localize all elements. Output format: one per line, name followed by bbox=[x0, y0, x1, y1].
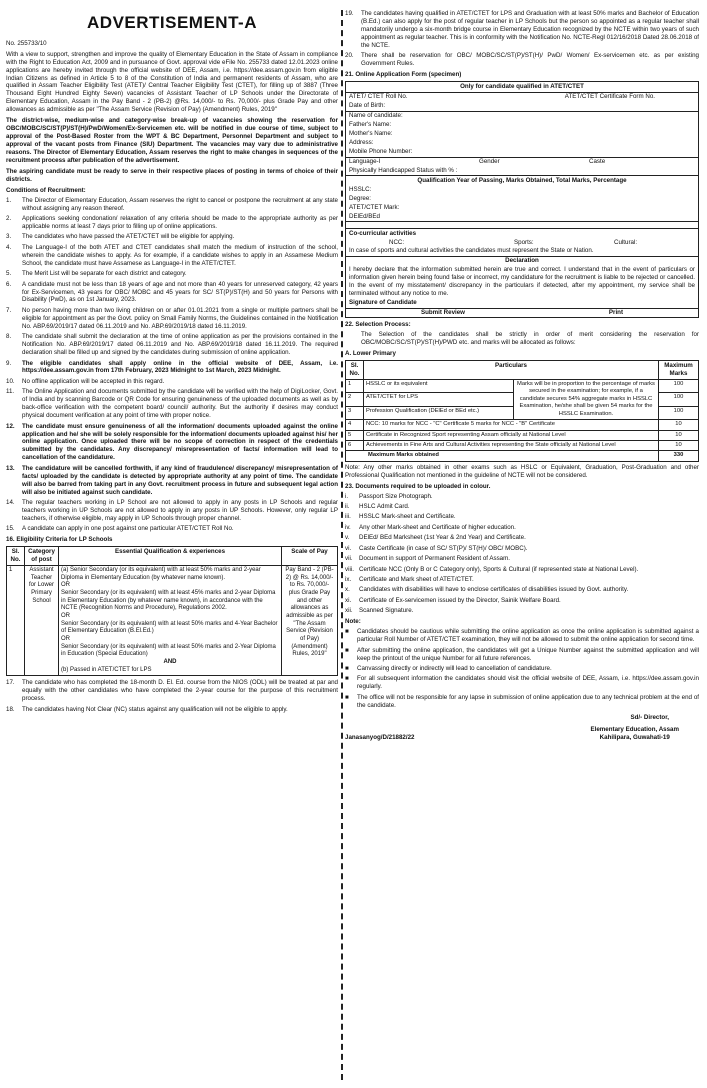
condition-item bbox=[6, 465, 338, 497]
table-cell: Achievements in Fine Arts and Cultural Activities representing the State officially at National Level bbox=[364, 440, 659, 450]
eligibility-category: Assistant Teacher for Lower Primary School bbox=[25, 566, 59, 676]
condition-item bbox=[345, 52, 699, 68]
condition-text: The candidates who have passed the ATET/CTET will be eligible for applying. bbox=[22, 233, 235, 241]
and-separator: AND bbox=[163, 659, 177, 666]
aspirant-note: The aspiring candidate must be ready to serve in their respective places of posting in terms of choice of their districts. bbox=[6, 167, 338, 183]
form-gender-label: Gender bbox=[479, 158, 500, 165]
condition-item bbox=[6, 215, 338, 231]
table-cell: 10 bbox=[659, 420, 699, 430]
condition-item bbox=[6, 525, 338, 533]
condition-item bbox=[6, 281, 338, 305]
form-cert-label: ATET/CTET Certificate Form No. bbox=[564, 93, 655, 101]
form-roll-label: ATET/ CTET Roll No. bbox=[349, 93, 408, 101]
conditions-heading: Conditions of Recruitment: bbox=[6, 186, 86, 194]
condition-number: 1. bbox=[6, 196, 12, 204]
condition-item bbox=[6, 679, 338, 703]
or-separator: OR bbox=[61, 582, 70, 589]
column-header: Maximum Marks bbox=[659, 361, 699, 380]
qualification-e: (b) Passed in ATET/CTET for LPS bbox=[61, 666, 152, 673]
condition-number: 2. bbox=[6, 215, 12, 222]
column-header: Sl. No. bbox=[7, 547, 25, 566]
form-row bbox=[346, 203, 698, 212]
condition-item bbox=[6, 423, 338, 463]
condition-number: 7. bbox=[6, 306, 12, 314]
docs-heading: 23. Documents required to be uploaded in colour. bbox=[345, 482, 491, 490]
bullet-icon: ■ bbox=[345, 675, 349, 683]
form-field-label: Name of candidate: bbox=[349, 112, 403, 120]
condition-text: The Director of Elementary Education, Assam reserves the right to cancel or postpone the recruitment at any state without assigning any reason thereof. bbox=[22, 196, 338, 212]
condition-text: The candidates having Not Clear (NC) status against any qualification will not be eligible to apply. bbox=[22, 705, 288, 713]
selection-table bbox=[345, 360, 699, 462]
condition-text: The Language-I of the both ATET and CTET candidates shall match the medium of instruction of the school, wherein the candidate wishes to apply. As for example, if a candidate wishes to apply in an Assamese Medium School, the candidate must have Assamese as Language-I in the ATET/CTET. bbox=[22, 243, 338, 267]
list-item: iii. HSSLC Mark-sheet and Certificate. bbox=[345, 513, 456, 521]
signoff bbox=[345, 714, 699, 722]
form-row bbox=[346, 166, 698, 175]
form-decl-text: I hereby declare that the information submitted herein are true and correct. I understand that in the event of particulars or information given herein being found false or incorrect, my candidature for the recruitment is liable to be rejected or cancelled. In the event of my misstatement/ discrepancy in the particulars if detected, after my appointment, my service shall be terminated without any notice to me. bbox=[349, 266, 695, 298]
form-row bbox=[346, 299, 698, 308]
condition-item bbox=[6, 360, 338, 376]
form-cocurr-note: In case of sports and cultural activities the candidates must represent the State or Nation. bbox=[349, 247, 594, 255]
condition-number: 14. bbox=[6, 499, 15, 506]
condition-text: A candidate can apply in one post against one particular ATET/CTET Roll No. bbox=[22, 525, 234, 533]
form-field-label: Father's Name: bbox=[349, 121, 392, 129]
form-language-label: Language-I bbox=[349, 158, 381, 165]
list-item: vii. Document in support of Permanent Resident of Assam. bbox=[345, 555, 510, 563]
condition-text: The candidate who has completed the 18-month D. El. Ed. course from the NIOS (ODL) will be treated at par and equally with the other candidates who have completed the 2-year course for the purpose of this recruitment process. bbox=[22, 679, 338, 703]
condition-number: 6. bbox=[6, 280, 12, 288]
table-cell: 4 bbox=[346, 420, 364, 430]
list-item: ■ Canvassing directly or indirectly will lead to cancellation of candidature. bbox=[345, 664, 552, 672]
form-row bbox=[346, 266, 698, 299]
left-column bbox=[6, 10, 338, 716]
list-item: iv. Any other Mark-sheet and Certificate of higher education. bbox=[345, 523, 516, 531]
signoff-office: Elementary Education, Assam Kahilipara, Guwahati-19 bbox=[590, 725, 679, 741]
form-row bbox=[346, 130, 698, 139]
or-separator: OR bbox=[61, 636, 70, 643]
intro-paragraph: With a view to support, strengthen and improve the quality of Elementary Education in the State of Assam in compliance with the Right to Education Act, 2009 and in pursuance of Govt. approval vide eFile No. 255733 dated 12.01.2023 online applications are hereby invited through the official website of DEE, Assam, i.e. https://dee.assam.gov.in from eligible Indian Citizens as defined in Article 5 to 8 of the Constitution of India and permanent residents of Assam, who are qualified in Assam Teacher Eligibility Test (ATET)/ Central Teacher Eligibility Test (CTET), for filling up of 3887 (Three Thousand Eight Hundred Eighty Seven) vacancies of Assistant Teacher of LP Schools under the Directorate of Elementary Education, Assam in the Pay Band - 2 (PB-2) @Rs. 14,000/- to Rs. 70,000/- plus Grade Pay and other allowances as admissible as per "The Assam Service (Revision of Pay) (Amendment) Rules, 2019" bbox=[6, 50, 338, 114]
form-field-label: Mother's Name: bbox=[349, 130, 393, 138]
list-item: ■ The office will not be responsible for any lapse in submission of online application due to any technical problem at the end of the candidate. bbox=[345, 693, 699, 709]
condition-item bbox=[6, 270, 338, 278]
form-dob-label: Date of Birth: bbox=[349, 102, 386, 110]
condition-number: 18. bbox=[6, 705, 15, 713]
application-form-specimen bbox=[345, 81, 699, 318]
form-caste-label: Caste bbox=[589, 158, 606, 165]
qualification-c: Senior Secondary (or its equivalent) with at least 50% marks and 4-Year Bachelor of Elementary Education (B.El.Ed.) bbox=[61, 620, 278, 635]
form-row bbox=[346, 247, 698, 256]
column-header: Scale of Pay bbox=[282, 547, 338, 566]
table-cell: 6 bbox=[346, 440, 364, 450]
form-field-label: Mobile Phone Number: bbox=[349, 148, 413, 156]
form-cultural-label: Cultural: bbox=[614, 238, 638, 246]
condition-number: 9. bbox=[6, 359, 12, 367]
documents-list bbox=[345, 493, 699, 616]
condition-number: 13. bbox=[6, 464, 15, 472]
condition-item bbox=[6, 197, 338, 213]
list-item: ■ After submitting the online application, the candidates will get a Unique Number against the submitted application and will keep the printout of the unique Number for all future references. bbox=[345, 646, 699, 662]
table-cell: 100 bbox=[659, 393, 699, 406]
submit-review-button[interactable]: Submit Review bbox=[420, 309, 465, 316]
condition-item bbox=[6, 244, 338, 268]
qualification-d: Senior Secondary (or its equivalent) with at least 50% marks and 2-Year Diploma in Education (Special Education) bbox=[61, 643, 276, 658]
bullet-icon: ■ bbox=[345, 664, 349, 672]
form-qual-label: DElEd/BEd bbox=[349, 212, 380, 220]
district-note: The district-wise, medium-wise and category-wise break-up of vacancies showing the reservation for OBC/MOBC/SC/ST(P)/ST(H)/PwD/Women/Ex-Servicemen etc. will be notified in due course of time, subject to approval of the Post-Based Roster from the WPT & BC Department, Personnel Department and subject to approval of the vacant posts from Finance (SIU) Department. The vacancies may vary due to administrative reasons. The Director of Elementary Education, Assam reserves the right to make changes in sequences of the recruitment process after publication of the advertisement. bbox=[6, 117, 338, 164]
table-row bbox=[346, 380, 699, 393]
form-row bbox=[346, 148, 698, 157]
selection-text: The Selection of the candidates shall be strictly in order of merit considering the reservation for OBC/MOBC/SC/ST(P)/ST(H)/PWD etc. and marks will be allocated as follows: bbox=[361, 331, 699, 347]
table-header-row bbox=[7, 547, 338, 566]
condition-number: 10. bbox=[6, 377, 15, 385]
form-qual-label: ATET/CTET Mark: bbox=[349, 203, 400, 211]
table-row bbox=[346, 440, 699, 450]
condition-text: Applications seeking condonation/ relaxation of any criteria should be made to the appropriate authority as per applicable norms at least 7 days prior to filling up of online applications. bbox=[22, 215, 338, 230]
form-header: Only for candidate qualified in ATET/CTET bbox=[346, 82, 698, 93]
column-header: Category of post bbox=[25, 547, 59, 566]
page-title: ADVERTISEMENT-A bbox=[87, 13, 257, 32]
condition-number: 17. bbox=[6, 679, 15, 687]
qualification-a: (a) Senior Secondary (or its equivalent) with at least 50% marks and 2-year Diploma in Elementary Education (by whatever name known). bbox=[61, 567, 261, 581]
condition-item bbox=[345, 10, 699, 50]
form-row bbox=[346, 93, 698, 102]
notes-heading: Note: bbox=[345, 618, 361, 626]
form-row bbox=[346, 185, 698, 194]
form-sports-label: Sports: bbox=[514, 238, 534, 246]
marks-proportion-note: Marks will be in proportion to the percentage of marks secured in the examination; for example, if a candidate secures 54% aggregate marks in HSSLC Examination, he/she shall be given 54 marks for the HSSLC Examination. bbox=[514, 380, 659, 420]
signoff-sd: Sd/- Director, bbox=[630, 713, 669, 721]
bullet-icon: ■ bbox=[345, 646, 349, 654]
table-header-row bbox=[346, 361, 699, 380]
column-header: Essential Qualification & experiences bbox=[59, 547, 282, 566]
condition-text: There shall be reservation for OBC/ MOBC/SC/ST(P)/ST(H)/ PwD/ Women/ Ex-servicemen etc. as per existing Government Rules. bbox=[361, 52, 699, 68]
column-header: Sl. No. bbox=[346, 361, 364, 380]
condition-text: No person having more than two living children on or after 01.01.2021 from a single or multiple partners shall be eligible for appointment as per the Govt. policy on Small Family Norms, the Guidelines contained in the Notification No. ABP.69/2019/17 dated 06.11.2019 and No. ABP.69/2019/18 dated 16.11.2019. bbox=[22, 306, 338, 330]
table-cell: 5 bbox=[346, 430, 364, 440]
condition-number: 15. bbox=[6, 525, 15, 533]
condition-number: 8. bbox=[6, 333, 12, 341]
condition-text: A candidate must not be less than 18 years of age and not more than 40 years for unreserved category, 42 years for Ex-Servicemen, 43 years for OBC/ MOBC and 45 years for SC/ ST(P)/ST(H) and 50 years for Persons with Disability (PwD), as on 1st January, 2023. bbox=[22, 280, 338, 304]
list-item: xii. Scanned Signature. bbox=[345, 607, 414, 615]
table-row bbox=[7, 566, 338, 676]
table-cell: ATET/CTET for LPS bbox=[364, 393, 514, 406]
lower-primary-heading: A. Lower Primary bbox=[345, 350, 396, 358]
form-signature: Signature of Candidate bbox=[349, 299, 417, 307]
table-cell: 10 bbox=[659, 440, 699, 450]
table-cell: 100 bbox=[659, 380, 699, 393]
form-heading: 21. Online Application Form (specimen) bbox=[345, 71, 462, 79]
condition-text: No offline application will be accepted in this regard. bbox=[22, 377, 165, 385]
form-qual-label: HSSLC: bbox=[349, 185, 372, 193]
form-row bbox=[346, 229, 698, 238]
total-label: Maximum Marks obtained bbox=[346, 451, 659, 461]
list-item: ■ Candidates should be cautious while submitting the online application as once the online application is submitted against a particular Roll Number of ATET/CTET examination, they will not be allowed to submit the online application for second time. bbox=[345, 628, 699, 644]
condition-item bbox=[6, 706, 338, 714]
form-row bbox=[346, 112, 698, 121]
form-row bbox=[346, 194, 698, 203]
form-ncc-label: NCC: bbox=[389, 238, 405, 246]
form-ph-label: Physically Handicapped Status with % : bbox=[349, 166, 458, 174]
list-item: ix. Certificate and Mark sheet of ATET/CTET. bbox=[345, 576, 474, 584]
form-row bbox=[346, 139, 698, 148]
column-divider bbox=[341, 10, 343, 1080]
condition-text: The regular teachers working in LP School are not allowed to apply in any posts in LP Schools and regular teachers working in UP Schools are not allowed to apply in any posts in UP Schools. However, only regular LP teachers, if otherwise eligible, may apply in UP Schools through proper channel. bbox=[22, 499, 338, 522]
condition-item bbox=[6, 499, 338, 523]
selection-note: Note: Any other marks obtained in other exams such as HSLC or Equivalent, Graduation, Post-Graduation and other Professional Qualification not mentioned in the guideline of NCTE will not be considered. bbox=[345, 463, 699, 479]
conditions-after-list bbox=[6, 679, 338, 713]
eligibility-pay: Pay Band - 2 (PB-2) @ Rs. 14,000/- to Rs. 70,000/- plus Grade Pay and other allowances as admissible as per "The Assam Service (Revision of Pay) (Amendment) Rules, 2019" bbox=[282, 566, 338, 676]
list-item: vi. Caste Certificate (in case of SC/ ST(P)/ ST(H)/ OBC/ MOBC). bbox=[345, 544, 528, 552]
list-item: v. DElEd/ BEd Marksheet (1st Year & 2nd Year) and Certificate. bbox=[345, 534, 526, 542]
condition-number: 5. bbox=[6, 270, 12, 278]
condition-text: The eligible candidates shall apply online in the official website of DEE, Assam, i.e. https://dee.assam.gov.in from 17th February, 2023 Midnight to 1st March, 2023 Midnight. bbox=[22, 359, 338, 375]
condition-number: 12. bbox=[6, 422, 15, 430]
notes-list bbox=[345, 628, 699, 709]
condition-item bbox=[6, 233, 338, 241]
list-item: ii. HSLC Admit Card. bbox=[345, 502, 410, 510]
form-row bbox=[346, 158, 698, 167]
table-cell: HSSLC or its equivalent bbox=[364, 380, 514, 393]
form-decl-heading: Declaration bbox=[505, 257, 539, 265]
condition-item bbox=[6, 333, 338, 357]
janasanyog-number: Janasanyog/D/21882/22 bbox=[345, 733, 415, 741]
eligibility-table bbox=[6, 546, 338, 676]
form-field-label: Address: bbox=[349, 139, 374, 147]
form-qual-label: Degree: bbox=[349, 194, 372, 202]
form-cocurr-heading: Co-curricular activities bbox=[349, 229, 417, 237]
form-row bbox=[346, 176, 698, 185]
qualification-b: Senior Secondary (or its equivalent) with at least 45% marks and 2-year Diploma in Elementary Education (by whatever name known), in accordance with the NCTE (Recognition Norms and Procedure), Regulations 2002. bbox=[61, 590, 276, 612]
selection-heading: 22. Selection Process: bbox=[345, 321, 411, 329]
list-item: ■ For all subsequent information the candidates should visit the official website of DEE, Assam, i.e. https://dee.assam.gov.in regularly. bbox=[345, 675, 699, 691]
table-total-row bbox=[346, 451, 699, 461]
conditions-list bbox=[6, 197, 338, 534]
footer bbox=[345, 726, 699, 742]
eligibility-sl: 1 bbox=[7, 566, 25, 676]
table-cell: 1 bbox=[346, 380, 364, 393]
condition-text: The candidature will be cancelled forthwith, if any kind of fraudulence/ discrepancy/ misrepresentation of facts/ uploaded by the candidate is detected by appropriate authority at any point of time. The candidate will also be barred from taking part in any Govt. recruitment process in future and subsequent legal action will also be initiated against such candidate. bbox=[22, 464, 338, 496]
table-cell: 100 bbox=[659, 406, 699, 419]
form-row bbox=[346, 102, 698, 111]
form-row bbox=[346, 238, 698, 247]
form-row bbox=[346, 257, 698, 266]
bullet-icon: ■ bbox=[345, 628, 349, 636]
table-cell: Certificate in Recognized Sport representing Assam officially at National Level bbox=[364, 430, 659, 440]
table-cell: 2 bbox=[346, 393, 364, 406]
condition-item bbox=[6, 307, 338, 331]
condition-text: The candidates having qualified in ATET/CTET for LPS and Graduation with at least 50% marks and Bachelor of Education (B.Ed.) can also apply for the post of regular teacher in LP Schools but the person so appointed as a regular teacher shall mandatorily undergo a six-month bridge course in Elementary Education recognized by the NCTE within two years of such appointment as regular teacher. This is in conformity with the Notification No. NCTE-Regl 012/16/2018 Dated 28.06.2018 of the NCTE. bbox=[361, 10, 699, 49]
condition-number: 4. bbox=[6, 243, 12, 251]
bullet-icon: ■ bbox=[345, 693, 349, 701]
table-cell: NCC: 10 marks for NCC - "C" Certificate 5 marks for NCC - "B" Certificate bbox=[364, 420, 659, 430]
form-row bbox=[346, 212, 698, 221]
condition-number: 3. bbox=[6, 233, 12, 241]
right-column bbox=[345, 10, 699, 741]
table-cell: 10 bbox=[659, 430, 699, 440]
reference-number: No. 255733/10 bbox=[6, 39, 47, 47]
table-row bbox=[346, 420, 699, 430]
list-item: viii. Certificate NCC (Only B or C Category only), Sports & Cultural (if represented state at National Level). bbox=[345, 565, 639, 573]
condition-text: The candidate shall submit the declaration at the time of online application as per the provisions contained in the Notification No. ABP.69/2019/17 dated 06.11.2019 and No. ABP.69/2019/18 dated 16.11.2019. The required declaration shall be filled up and signed by the candidates during submission of online application. bbox=[22, 333, 338, 357]
table-row bbox=[346, 430, 699, 440]
condition-number: 11. bbox=[6, 388, 15, 396]
eligibility-qualification bbox=[59, 566, 282, 676]
list-item: xi. Certificate of Ex-servicemen issued by the Director, Sainik Welfare Board. bbox=[345, 596, 561, 604]
condition-item bbox=[6, 378, 338, 386]
form-qual-heading: Qualification Year of Passing, Marks Obtained, Total Marks, Percentage bbox=[417, 176, 627, 184]
condition-number: 19. bbox=[345, 10, 354, 17]
total-value: 330 bbox=[659, 451, 699, 461]
form-row bbox=[346, 121, 698, 130]
column-header: Particulars bbox=[364, 361, 659, 380]
condition-item bbox=[6, 388, 338, 420]
table-cell: Profession Qualification (DElEd or BEd etc.) bbox=[364, 406, 514, 419]
eligibility-heading: 16. Eligibility Criteria for LP Schools bbox=[6, 536, 113, 544]
condition-number: 20. bbox=[345, 52, 354, 60]
condition-text: The candidate must ensure genuineness of all the information/ documents uploaded against the online application and he/ she will be solely responsible for the information/ documents uploaded against his/ her online application. Once uploaded there will be no scope of correction in respect of the credentials submitted by the candidates. Any discrepancy/ misrepresentation of facts/ information will lead to cancellation of the candidature. bbox=[22, 422, 338, 462]
list-item: x. Candidates with disabilities will have to enclose certificates of disabilities issued by Govt. authority. bbox=[345, 586, 629, 594]
table-cell: 3 bbox=[346, 406, 364, 419]
condition-text: The Merit List will be separate for each district and category. bbox=[22, 270, 187, 278]
form-row bbox=[346, 309, 698, 318]
or-separator: OR bbox=[61, 613, 70, 620]
condition-text: The Online Application and documents submitted by the candidate will be verified with the help of DigiLocker, Govt. of India and by scanning Barcode or QR Code for ensuring genuineness of the uploaded documents as well as by back-office verification with the competent board/ council/ authority. But the authority if desires may conduct physical document verification at any point of time with proper notice. bbox=[22, 388, 338, 420]
list-item: i. Passport Size Photograph. bbox=[345, 492, 433, 500]
print-button[interactable]: Print bbox=[608, 309, 624, 316]
